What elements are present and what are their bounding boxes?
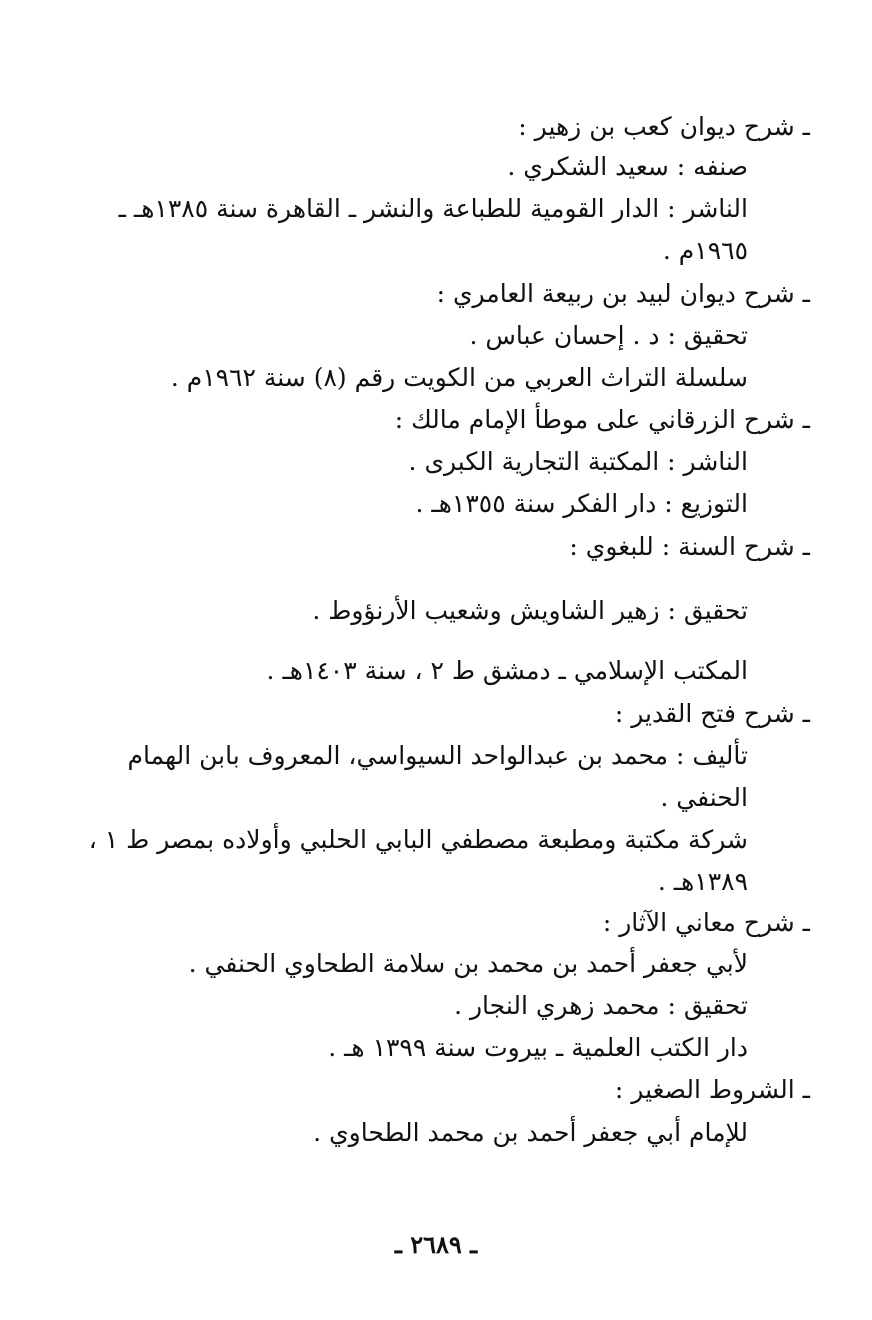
- entry-line: الناشر : المكتبة التجارية الكبرى .: [408, 447, 748, 476]
- entry-heading: ـ شرح فتح القدير :: [614, 699, 810, 728]
- entry-line: ١٩٦٥م .: [662, 236, 748, 265]
- entry-line: لأبي جعفر أحمد بن محمد بن سلامة الطحاوي الحنفي .: [188, 949, 748, 978]
- page-number: ـ ٢٦٨٩ ـ: [394, 1230, 478, 1259]
- entry-heading: ـ الشروط الصغير :: [614, 1075, 810, 1104]
- entry-line: صنفه : سعيد الشكري .: [507, 152, 748, 181]
- entry-line: الناشر : الدار القومية للطباعة والنشر ـ القاهرة سنة ١٣٨٥هـ ـ: [118, 194, 748, 223]
- entry-heading: ـ شرح السنة : للبغوي :: [569, 532, 810, 561]
- entry-line: تحقيق : د . إحسان عباس .: [469, 321, 748, 350]
- entry-heading: ـ شرح ديوان كعب بن زهير :: [518, 112, 810, 141]
- entry-heading: ـ شرح ديوان لبيد بن ربيعة العامري :: [436, 279, 810, 308]
- entry-line: سلسلة التراث العربي من الكويت رقم (٨) سنة ١٩٦٢م .: [170, 363, 748, 392]
- entry-line: دار الكتب العلمية ـ بيروت سنة ١٣٩٩ هـ .: [328, 1033, 748, 1062]
- entry-heading: ـ شرح الزرقاني على موطأ الإمام مالك :: [394, 405, 810, 434]
- entry-line: ١٣٨٩هـ .: [657, 867, 748, 896]
- entry-line: شركة مكتبة ومطبعة مصطفي البابي الحلبي وأولاده بمصر ط ١ ،: [88, 825, 748, 854]
- entry-line: التوزيع : دار الفكر سنة ١٣٥٥هـ .: [415, 489, 748, 518]
- entry-line: تأليف : محمد بن عبدالواحد السيواسي، المعروف بابن الهمام: [127, 741, 748, 770]
- entry-line: المكتب الإسلامي ـ دمشق ط ٢ ، سنة ١٤٠٣هـ .: [266, 656, 748, 685]
- entry-line: الحنفي .: [660, 783, 748, 812]
- entry-heading: ـ شرح معاني الآثار :: [602, 908, 810, 937]
- entry-line: للإمام أبي جعفر أحمد بن محمد الطحاوي .: [313, 1118, 748, 1147]
- entry-line: تحقيق : محمد زهري النجار .: [454, 991, 748, 1020]
- entry-line: تحقيق : زهير الشاويش وشعيب الأرنؤوط .: [312, 596, 748, 625]
